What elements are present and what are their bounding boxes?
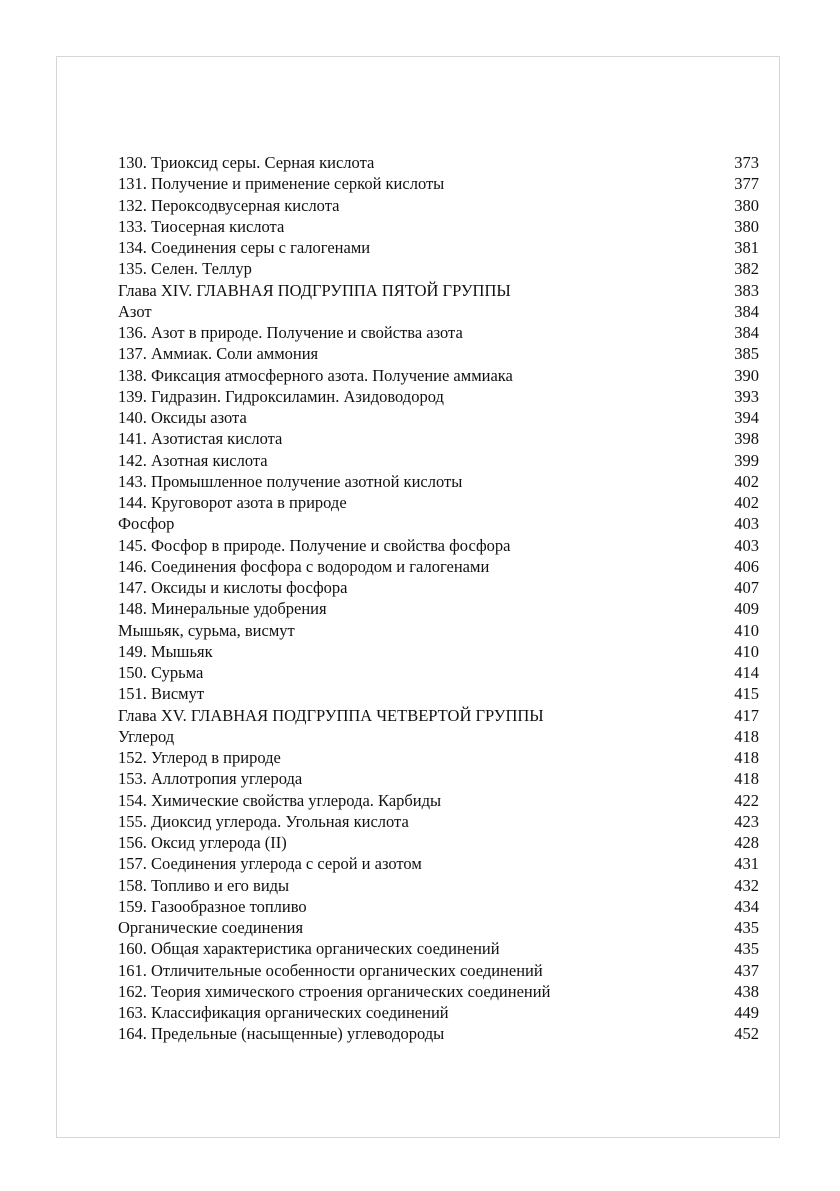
toc-entry [118, 216, 759, 237]
toc-entry-title: Глава XV. ГЛАВНАЯ ПОДГРУППА ЧЕТВЕРТОЙ ГРУППЫ [118, 705, 544, 725]
toc-entry-page-number: 394 [734, 408, 759, 427]
toc-entry [118, 1023, 759, 1044]
toc-entry-page-number: 431 [734, 854, 759, 874]
toc-entry-page-number: 422 [734, 790, 759, 810]
toc-entry-page-number: 418 [734, 748, 759, 767]
toc-entry-page-number: 403 [734, 514, 759, 534]
toc-entry-page-number: 438 [734, 981, 759, 1001]
toc-entry-title: 146. Соединения фосфора с водородом и галогенами [118, 556, 490, 576]
toc-entry [118, 598, 759, 619]
toc-entry-page-number: 390 [734, 365, 759, 385]
toc-entry-page-number: 409 [734, 599, 759, 619]
toc-entry-title: 143. Промышленное получение азотной кислоты [118, 471, 463, 491]
toc-entry-title: 138. Фиксация атмосферного азота. Получение аммиака [118, 365, 513, 385]
toc-entry [118, 917, 759, 938]
toc-entry [118, 386, 759, 407]
toc-entry [118, 577, 759, 598]
toc-entry [118, 492, 759, 513]
toc-entry-title: 148. Минеральные удобрения [118, 599, 327, 619]
toc-entry [118, 513, 759, 534]
toc-entry [118, 832, 759, 853]
toc-entry-title: Мышьяк, сурьма, висмут [118, 620, 295, 640]
toc-entry-page-number: 423 [734, 811, 759, 831]
toc-entry-title: 135. Селен. Теллур [118, 259, 252, 279]
toc-entry-title: 140. Оксиды азота [118, 408, 247, 427]
toc-entry-page-number: 380 [734, 216, 759, 236]
toc-entry-title: 163. Классификация органических соединений [118, 1003, 449, 1022]
toc-entry-page-number: 418 [734, 769, 759, 789]
toc-entry [118, 301, 759, 322]
toc-entry-title: 153. Аллотропия углерода [118, 769, 303, 789]
toc-entry [118, 173, 759, 194]
toc-entry [118, 407, 759, 428]
toc-entry-title: 161. Отличительные особенности органических соединений [118, 960, 543, 980]
toc-entry-page-number: 452 [734, 1024, 759, 1044]
toc-entry-title: 158. Топливо и его виды [118, 875, 290, 895]
toc-entry-title: 144. Круговорот азота в природе [118, 493, 347, 512]
toc-entry [118, 280, 759, 301]
toc-entry [118, 237, 759, 258]
toc-entry [118, 1002, 759, 1023]
toc-entry-page-number: 377 [734, 174, 759, 194]
toc-entry-title: 150. Сурьма [118, 663, 204, 682]
toc-entry-title: 159. Газообразное топливо [118, 896, 307, 916]
toc-entry-title: Углерод [118, 726, 175, 746]
toc-entry [118, 981, 759, 1002]
toc-entry-page-number: 432 [734, 875, 759, 895]
toc-entry-title: 132. Пероксодвусерная кислота [118, 195, 340, 215]
toc-entry-page-number: 414 [734, 663, 759, 682]
toc-entry-page-number: 383 [734, 280, 759, 300]
toc-entry-title: 131. Получение и применение серкой кислоты [118, 174, 445, 194]
toc-entry [118, 535, 759, 556]
toc-entry-page-number: 402 [734, 493, 759, 512]
toc-entry-page-number: 428 [734, 833, 759, 852]
toc-entry-title: 130. Триоксид серы. Серная кислота [118, 153, 375, 172]
toc-entry-page-number: 434 [734, 896, 759, 916]
toc-entry [118, 790, 759, 811]
toc-entry-page-number: 384 [734, 301, 759, 321]
toc-entry [118, 641, 759, 662]
toc-entry-title: 149. Мышьяк [118, 641, 213, 661]
toc-entry-page-number: 373 [734, 153, 759, 172]
toc-entry-title: 155. Диоксид углерода. Угольная кислота [118, 811, 409, 831]
toc-entry [118, 705, 759, 726]
toc-entry-title: 157. Соединения углерода с серой и азотом [118, 854, 422, 874]
toc-entry-title: 147. Оксиды и кислоты фосфора [118, 578, 348, 597]
toc-entry-page-number: 417 [734, 705, 759, 725]
toc-entry-page-number: 435 [734, 939, 759, 959]
toc-entry-title: 139. Гидразин. Гидроксиламин. Азидоводород [118, 386, 444, 406]
toc-entry-title: Глава XIV. ГЛАВНАЯ ПОДГРУППА ПЯТОЙ ГРУППЫ [118, 280, 511, 300]
toc-entry-page-number: 435 [734, 918, 759, 937]
toc-entry [118, 768, 759, 789]
toc-entry [118, 853, 759, 874]
toc-entry-title: Азот [118, 301, 152, 321]
toc-entry [118, 896, 759, 917]
toc-entry-page-number: 407 [734, 578, 759, 597]
toc-entry [118, 683, 759, 704]
toc-entry-page-number: 418 [734, 726, 759, 746]
toc-entry-page-number: 410 [734, 641, 759, 661]
toc-entry [118, 471, 759, 492]
toc-entry-page-number: 402 [734, 471, 759, 491]
toc-entry [118, 322, 759, 343]
toc-entry [118, 556, 759, 577]
toc-entry-page-number: 437 [734, 960, 759, 980]
toc-entry-page-number: 398 [734, 429, 759, 449]
toc-entry-title: 145. Фосфор в природе. Получение и свойства фосфора [118, 535, 511, 555]
toc-entry-title: 156. Оксид углерода (II) [118, 833, 287, 852]
toc-entry-title: 164. Предельные (насыщенные) углеводороды [118, 1024, 445, 1044]
toc-entry [118, 195, 759, 216]
toc-entry-title: 137. Аммиак. Соли аммония [118, 344, 319, 364]
toc-entry-title: 136. Азот в природе. Получение и свойства азота [118, 323, 463, 342]
toc-entry [118, 365, 759, 386]
toc-entry [118, 152, 759, 173]
toc-entry-page-number: 382 [734, 259, 759, 279]
toc-entry [118, 875, 759, 896]
toc-entry-title: 160. Общая характеристика органических соединений [118, 939, 500, 959]
toc-entry-title: 152. Углерод в природе [118, 748, 281, 767]
toc-entry [118, 662, 759, 683]
toc-entry [118, 811, 759, 832]
toc-entry [118, 343, 759, 364]
toc-entry [118, 620, 759, 641]
toc-entry-title: 133. Тиосерная кислота [118, 216, 285, 236]
toc-entry-page-number: 381 [734, 238, 759, 257]
toc-entry-title: 134. Соединения серы с галогенами [118, 238, 371, 257]
toc-entry-page-number: 449 [734, 1003, 759, 1022]
toc-entry-title: 162. Теория химического строения органических соединений [118, 981, 551, 1001]
table-of-contents [118, 152, 759, 1045]
toc-entry-title: Органические соединения [118, 918, 304, 937]
toc-entry [118, 938, 759, 959]
toc-entry-page-number: 410 [734, 620, 759, 640]
toc-entry-page-number: 415 [734, 684, 759, 704]
toc-entry [118, 960, 759, 981]
toc-entry-page-number: 384 [734, 323, 759, 342]
toc-entry-page-number: 406 [734, 556, 759, 576]
toc-entry-page-number: 399 [734, 450, 759, 470]
toc-entry-page-number: 393 [734, 386, 759, 406]
toc-entry-page-number: 380 [734, 195, 759, 215]
toc-entry [118, 726, 759, 747]
toc-entry [118, 450, 759, 471]
toc-entry-title: Фосфор [118, 514, 175, 534]
toc-entry [118, 747, 759, 768]
toc-entry-title: 142. Азотная кислота [118, 450, 268, 470]
toc-entry-page-number: 403 [734, 535, 759, 555]
toc-entry [118, 258, 759, 279]
toc-entry-page-number: 385 [734, 344, 759, 364]
toc-entry-title: 154. Химические свойства углерода. Карбиды [118, 790, 442, 810]
toc-entry-title: 151. Висмут [118, 684, 205, 704]
toc-entry-title: 141. Азотистая кислота [118, 429, 283, 449]
toc-entry [118, 428, 759, 449]
